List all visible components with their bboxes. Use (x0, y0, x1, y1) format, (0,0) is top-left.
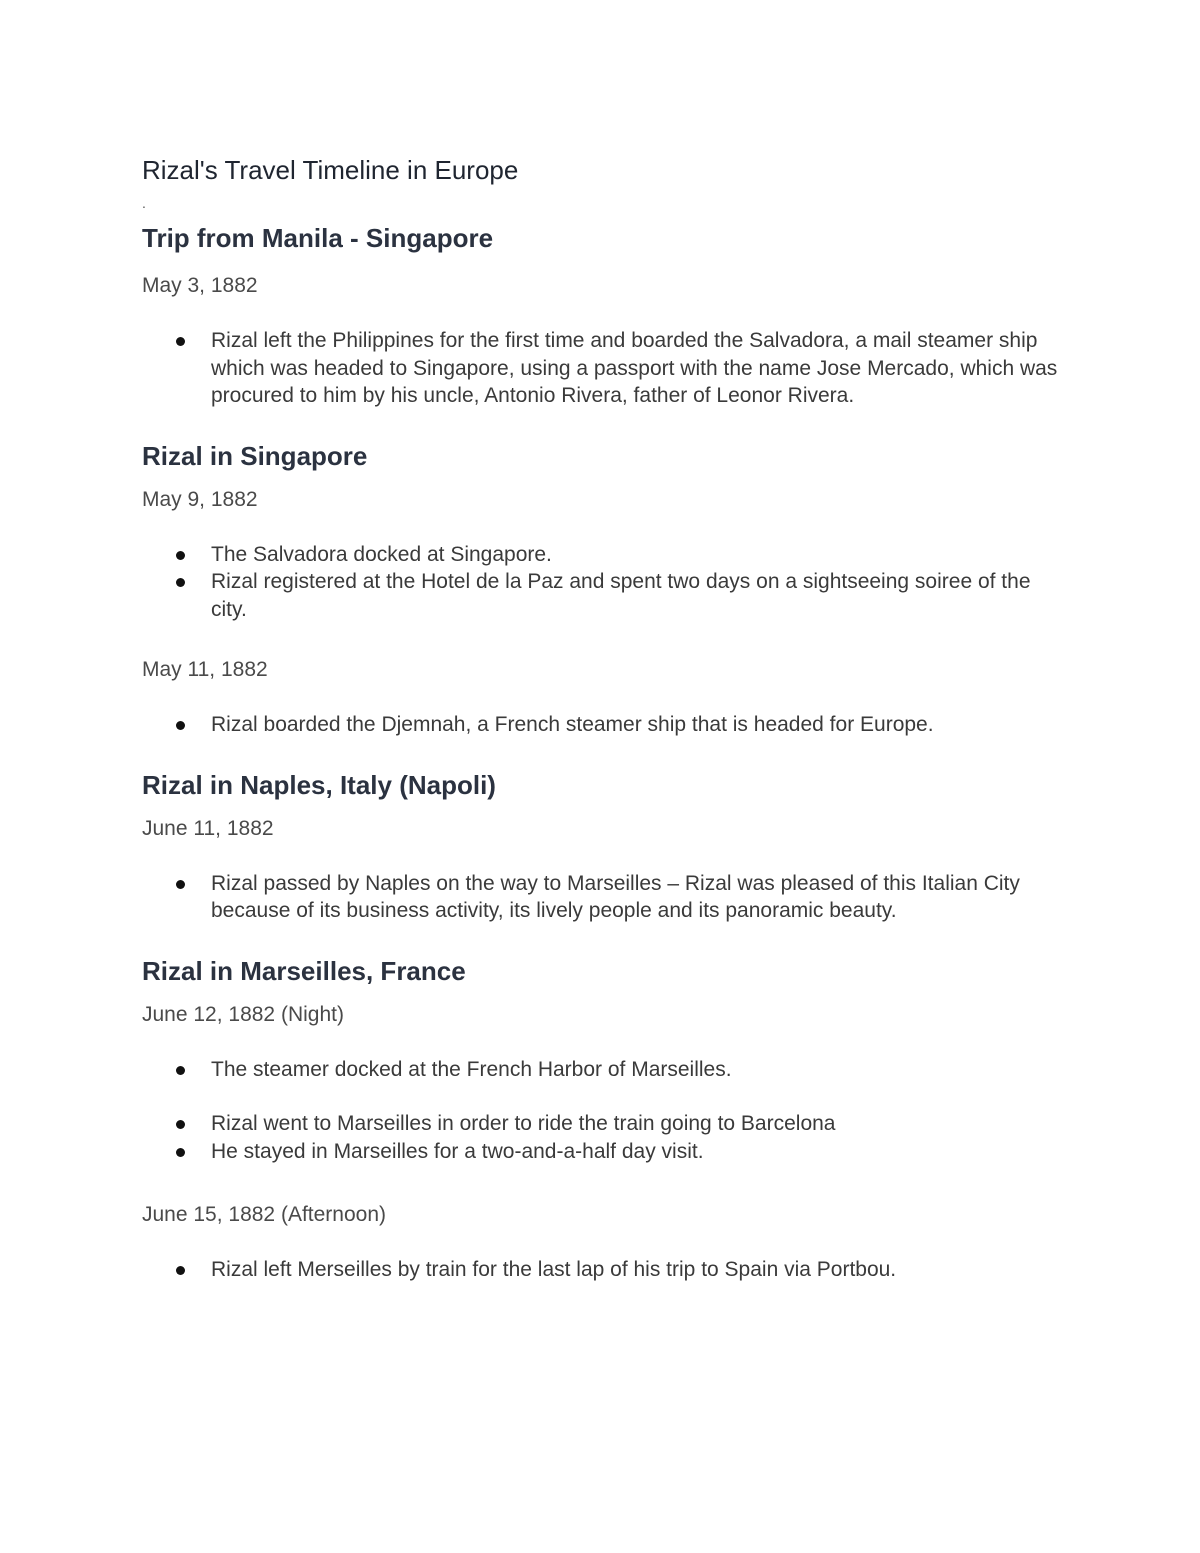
list-item (211, 870, 1062, 925)
document-title: Rizal's Travel Timeline in Europe (142, 155, 519, 185)
bullet-list (142, 870, 1062, 925)
bullet-icon (176, 1120, 185, 1129)
separator-dot: . (142, 195, 146, 211)
section-naples (142, 767, 1062, 925)
list-item-text: Rizal registered at the Hotel de la Paz and spent two days on a sightseeing soiree of the city. (211, 570, 1031, 621)
entry-date: June 11, 1882 (142, 816, 274, 840)
list-item (211, 1056, 1062, 1084)
list-item (211, 327, 1062, 410)
bullet-icon (176, 337, 185, 346)
list-item-text: Rizal went to Marseilles in order to ride the train going to Barcelona (211, 1112, 836, 1135)
document-page (142, 150, 1062, 1284)
section-heading: Rizal in Singapore (142, 440, 368, 471)
list-item (211, 1138, 1062, 1166)
list-item-text: Rizal left Merseilles by train for the last lap of his trip to Spain via Portbou. (211, 1258, 897, 1281)
list-item-text: He stayed in Marseilles for a two-and-a-half day visit. (211, 1139, 704, 1163)
entry-date: May 3, 1882 (142, 274, 258, 297)
bullet-list (142, 541, 1062, 624)
bullet-icon (176, 1066, 185, 1075)
bullet-list (142, 327, 1062, 410)
list-item-text: Rizal left the Philippines for the first time and boarded the Salvadora, a mail steamer ship which was headed to Singapore, using a passport with the name Jose Mercado, which was procured to him by his uncle, Antonio Rivera, father of Leonor Rivera. (211, 329, 1058, 407)
bullet-icon (176, 1148, 185, 1157)
bullet-icon (176, 721, 185, 730)
bullet-icon (176, 551, 185, 560)
section-heading: Rizal in Naples, Italy (Napoli) (142, 769, 496, 800)
entry-date: May 11, 1882 (142, 658, 268, 681)
section-heading: Trip from Manila - Singapore (142, 223, 494, 253)
list-item (211, 541, 1062, 569)
section-manila-singapore (142, 220, 1062, 410)
bullet-list (142, 1056, 1062, 1166)
section-marseilles (142, 953, 1062, 1284)
entry-date: June 12, 1882 (Night) (142, 1002, 344, 1026)
list-item (211, 711, 1062, 739)
bullet-icon (176, 880, 185, 889)
list-item-text: The Salvadora docked at Singapore. (211, 542, 552, 566)
section-singapore (142, 438, 1062, 739)
section-heading: Rizal in Marseilles, France (142, 955, 466, 986)
bullet-icon (176, 578, 185, 587)
list-item-text: Rizal passed by Naples on the way to Marseilles – Rizal was pleased of this Italian City because of its business activity, its lively people and its panoramic beauty. (211, 871, 1020, 922)
list-item-text: Rizal boarded the Djemnah, a French steamer ship that is headed for Europe. (211, 713, 934, 736)
list-item (211, 1110, 1062, 1138)
list-item (211, 1256, 1062, 1284)
entry-date: June 15, 1882 (Afternoon) (142, 1203, 387, 1226)
list-item-text: The steamer docked at the French Harbor of Marseilles. (211, 1057, 732, 1081)
list-item (211, 568, 1062, 623)
bullet-list (142, 1256, 1062, 1284)
entry-date: May 9, 1882 (142, 487, 258, 511)
bullet-list (142, 711, 1062, 739)
bullet-icon (176, 1266, 185, 1275)
